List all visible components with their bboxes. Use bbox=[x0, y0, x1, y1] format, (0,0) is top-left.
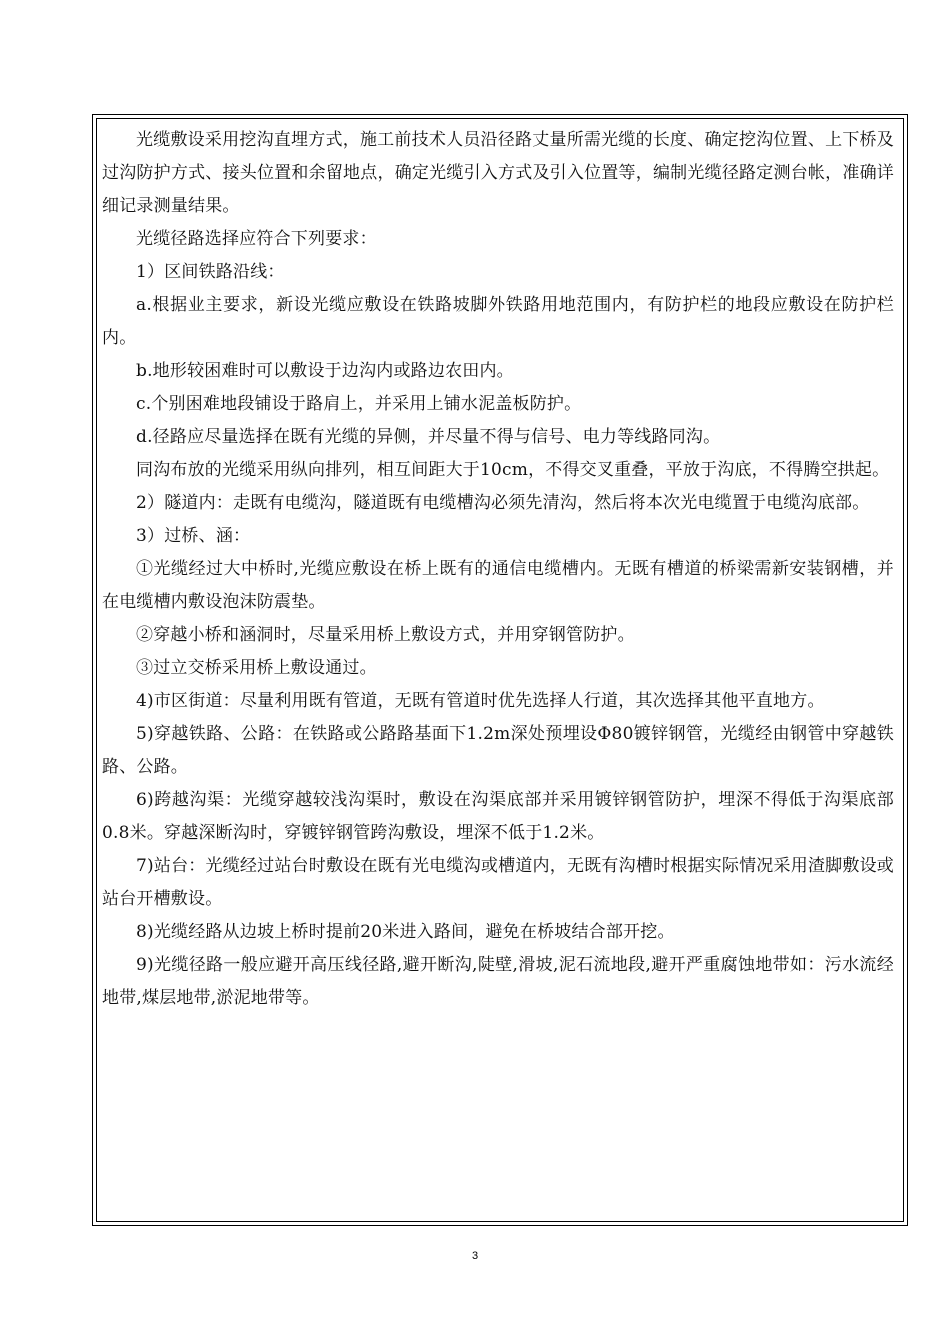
paragraph-section-5-crossing: 5)穿越铁路、公路：在铁路或公路路基面下1.2m深处预埋设Φ80镀锌钢管，光缆经由钢管中穿越铁路、公路。 bbox=[102, 724, 894, 777]
paragraph-bridge-2: ②穿越小桥和涵洞时，尽量采用桥上敷设方式，并用穿钢管防护。 bbox=[136, 625, 635, 645]
paragraph-same-trench: 同沟布放的光缆采用纵向排列，相互间距大于10cm，不得交叉重叠，平放于沟底，不得腾空拱起。 bbox=[136, 460, 890, 480]
paragraph-section-6-ditch: 6)跨越沟渠：光缆穿越较浅沟渠时，敷设在沟渠底部并采用镀锌钢管防护，埋深不得低于沟渠底部0.8米。穿越深断沟时，穿镀锌钢管跨沟敷设，埋深不低于1.2米。 bbox=[102, 790, 894, 843]
paragraph-bridge-3: ③过立交桥采用桥上敷设通过。 bbox=[136, 658, 377, 678]
paragraph-section-1-heading: 1）区间铁路沿线： bbox=[136, 262, 285, 282]
paragraph-section-8-slope: 8)光缆经路从边坡上桥时提前20米进入路间，避免在桥坡结合部开挖。 bbox=[136, 922, 675, 942]
paragraph-item-c: c.个别困难地段铺设于路肩上，并采用上铺水泥盖板防护。 bbox=[136, 394, 582, 414]
page-number: 3 bbox=[471, 1250, 479, 1262]
paragraph-section-4-street: 4)市区街道：尽量利用既有管道，无既有管道时优先选择人行道，其次选择其他平直地方。 bbox=[136, 691, 825, 711]
paragraph-item-a: a.根据业主要求，新设光缆应敷设在铁路坡脚外铁路用地范围内，有防护栏的地段应敷设在防护栏内。 bbox=[102, 295, 894, 348]
paragraph-section-3-heading: 3）过桥、涵： bbox=[136, 526, 251, 546]
document-body bbox=[102, 124, 894, 1015]
paragraph-item-d: d.径路应尽量选择在既有光缆的异侧，并尽量不得与信号、电力等线路同沟。 bbox=[136, 427, 721, 447]
paragraph-bridge-1: ①光缆经过大中桥时,光缆应敷设在桥上既有的通信电缆槽内。无既有槽道的桥梁需新安装钢槽，并在电缆槽内敷设泡沫防震垫。 bbox=[102, 559, 894, 612]
paragraph-section-7-platform: 7)站台：光缆经过站台时敷设在既有光电缆沟或槽道内，无既有沟槽时根据实际情况采用渣脚敷设或站台开槽敷设。 bbox=[102, 856, 894, 909]
paragraph-cable-laying-method: 光缆敷设采用挖沟直埋方式，施工前技术人员沿径路丈量所需光缆的长度、确定挖沟位置、上下桥及过沟防护方式、接头位置和余留地点，确定光缆引入方式及引入位置等，编制光缆径路定测台帐，准确详细记录测量结果。 bbox=[102, 130, 894, 216]
paragraph-section-9-avoid: 9)光缆径路一般应避开高压线径路,避开断沟,陡壁,滑坡,泥石流地段,避开严重腐蚀地带如：污水流经地带,煤层地带,淤泥地带等。 bbox=[102, 955, 894, 1008]
paragraph-item-b: b.地形较困难时可以敷设于边沟内或路边农田内。 bbox=[136, 361, 514, 381]
paragraph-route-requirements: 光缆径路选择应符合下列要求： bbox=[136, 229, 377, 249]
paragraph-section-2-tunnel: 2）隧道内：走既有电缆沟，隧道既有电缆槽沟必须先清沟，然后将本次光电缆置于电缆沟底部。 bbox=[136, 493, 870, 513]
